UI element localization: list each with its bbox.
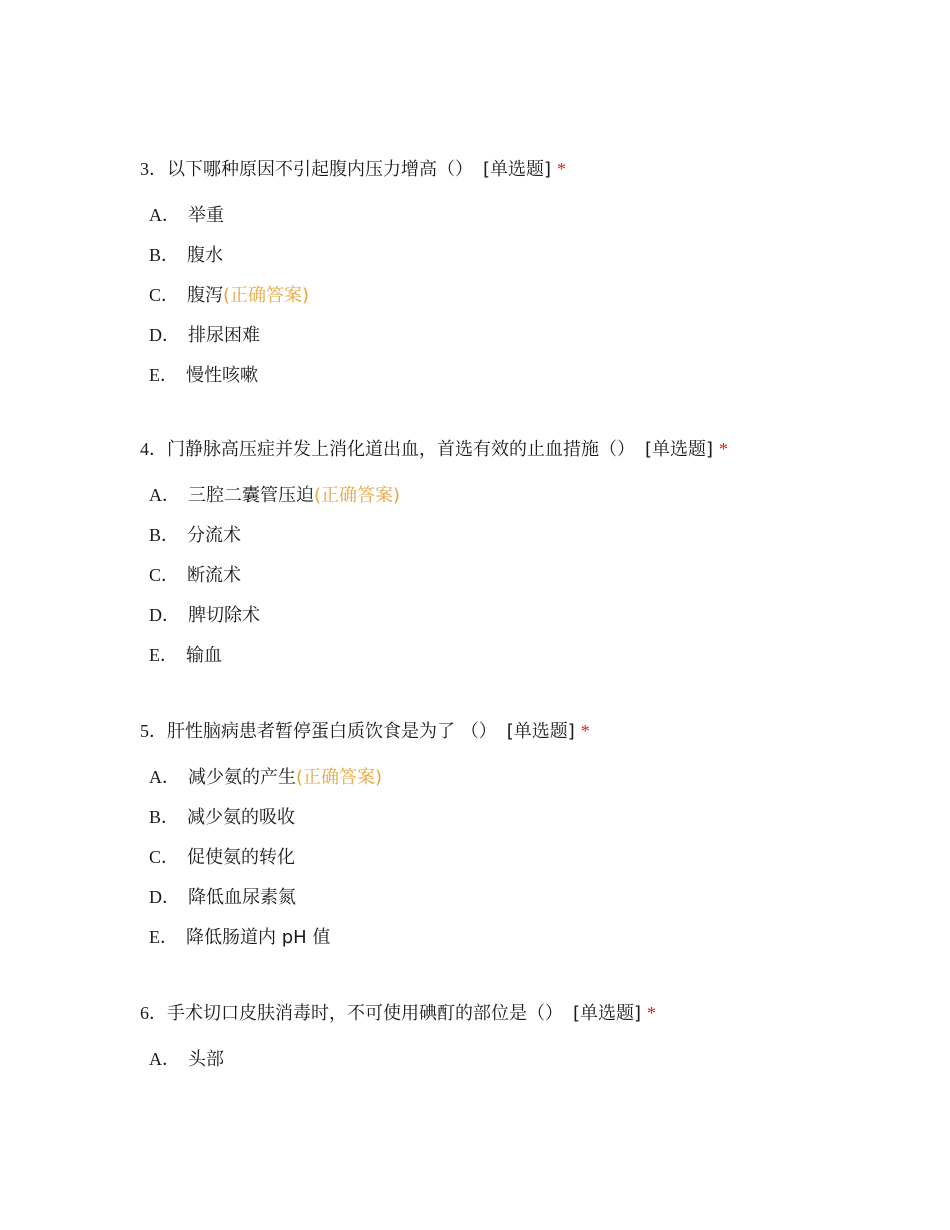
correct-answer-label: (正确答案) <box>314 485 401 506</box>
option-text: 促使氨的转化 <box>187 847 296 868</box>
question-3 <box>140 157 900 403</box>
question-6 <box>140 1001 900 1087</box>
option-list <box>140 483 900 667</box>
required-mark: * <box>647 1003 657 1023</box>
required-mark: * <box>719 439 729 459</box>
option-letter: A． <box>149 767 180 787</box>
option-d <box>149 323 900 347</box>
question-text: 手术切口皮肤消毒时，不可使用碘酊的部位是（） <box>167 1003 563 1024</box>
option-e <box>149 925 900 949</box>
option-text: 减少氨的吸收 <box>187 807 296 828</box>
option-letter: A． <box>149 205 180 225</box>
option-text: 排尿困难 <box>188 325 260 346</box>
question-number: 4． <box>140 439 167 459</box>
option-text: 腹泻 <box>187 285 224 306</box>
option-letter: A． <box>149 485 180 505</box>
option-letter: D． <box>149 325 180 345</box>
option-text: 三腔二囊管压迫 <box>188 485 314 506</box>
option-a <box>149 203 900 227</box>
option-letter: C． <box>149 847 180 867</box>
option-c <box>149 563 900 587</box>
option-letter: E． <box>149 365 178 385</box>
question-4 <box>140 437 900 683</box>
option-letter: D． <box>149 605 180 625</box>
option-letter: C． <box>149 565 180 585</box>
required-mark: * <box>580 721 590 741</box>
question-type-label: [单选题] <box>645 439 714 460</box>
option-letter: C． <box>149 285 180 305</box>
option-text: 分流术 <box>187 525 242 546</box>
option-letter: E． <box>149 645 178 665</box>
question-type-label: [单选题] <box>506 721 575 742</box>
option-c <box>149 845 900 869</box>
option-text: 举重 <box>188 205 224 226</box>
option-text: 头部 <box>188 1049 224 1070</box>
option-b <box>149 243 900 267</box>
option-b <box>149 805 900 829</box>
option-d <box>149 603 900 627</box>
option-text: 慢性咳嗽 <box>186 365 258 386</box>
option-text: 降低肠道内 pH 值 <box>186 927 331 948</box>
option-a <box>149 1047 900 1071</box>
option-text: 腹水 <box>187 245 224 266</box>
option-letter: A． <box>149 1049 180 1069</box>
option-letter: E． <box>149 927 178 947</box>
option-a <box>149 765 900 789</box>
required-mark: * <box>557 159 567 179</box>
question-text: 肝性脑病患者暂停蛋白质饮食是为了 （） <box>167 721 497 742</box>
option-text: 输血 <box>186 645 222 666</box>
question-number: 6． <box>140 1003 167 1023</box>
correct-answer-label: (正确答案) <box>296 767 383 788</box>
question-title <box>140 719 900 743</box>
question-title <box>140 437 900 461</box>
correct-answer-label: (正确答案) <box>223 285 310 306</box>
option-text: 减少氨的产生 <box>188 767 296 788</box>
question-type-label: [单选题] <box>573 1003 642 1024</box>
option-letter: B． <box>149 525 180 545</box>
question-text: 门静脉高压症并发上消化道出血，首选有效的止血措施（） <box>167 439 635 460</box>
question-title <box>140 1001 900 1025</box>
question-type-label: [单选题] <box>483 159 552 180</box>
option-b <box>149 523 900 547</box>
option-letter: D． <box>149 887 180 907</box>
question-title <box>140 157 900 181</box>
option-a <box>149 483 900 507</box>
option-list <box>140 203 900 387</box>
option-d <box>149 885 900 909</box>
option-list <box>140 1047 900 1071</box>
question-number: 5． <box>140 721 167 741</box>
option-text: 降低血尿素氮 <box>188 887 296 908</box>
option-letter: B． <box>149 245 180 265</box>
option-e <box>149 363 900 387</box>
option-e <box>149 643 900 667</box>
option-text: 断流术 <box>187 565 242 586</box>
question-number: 3． <box>140 159 167 179</box>
question-text: 以下哪种原因不引起腹内压力增高（） <box>167 159 473 180</box>
question-5 <box>140 719 900 965</box>
option-list <box>140 765 900 949</box>
option-text: 脾切除术 <box>188 605 260 626</box>
option-c <box>149 283 900 307</box>
option-letter: B． <box>149 807 180 827</box>
